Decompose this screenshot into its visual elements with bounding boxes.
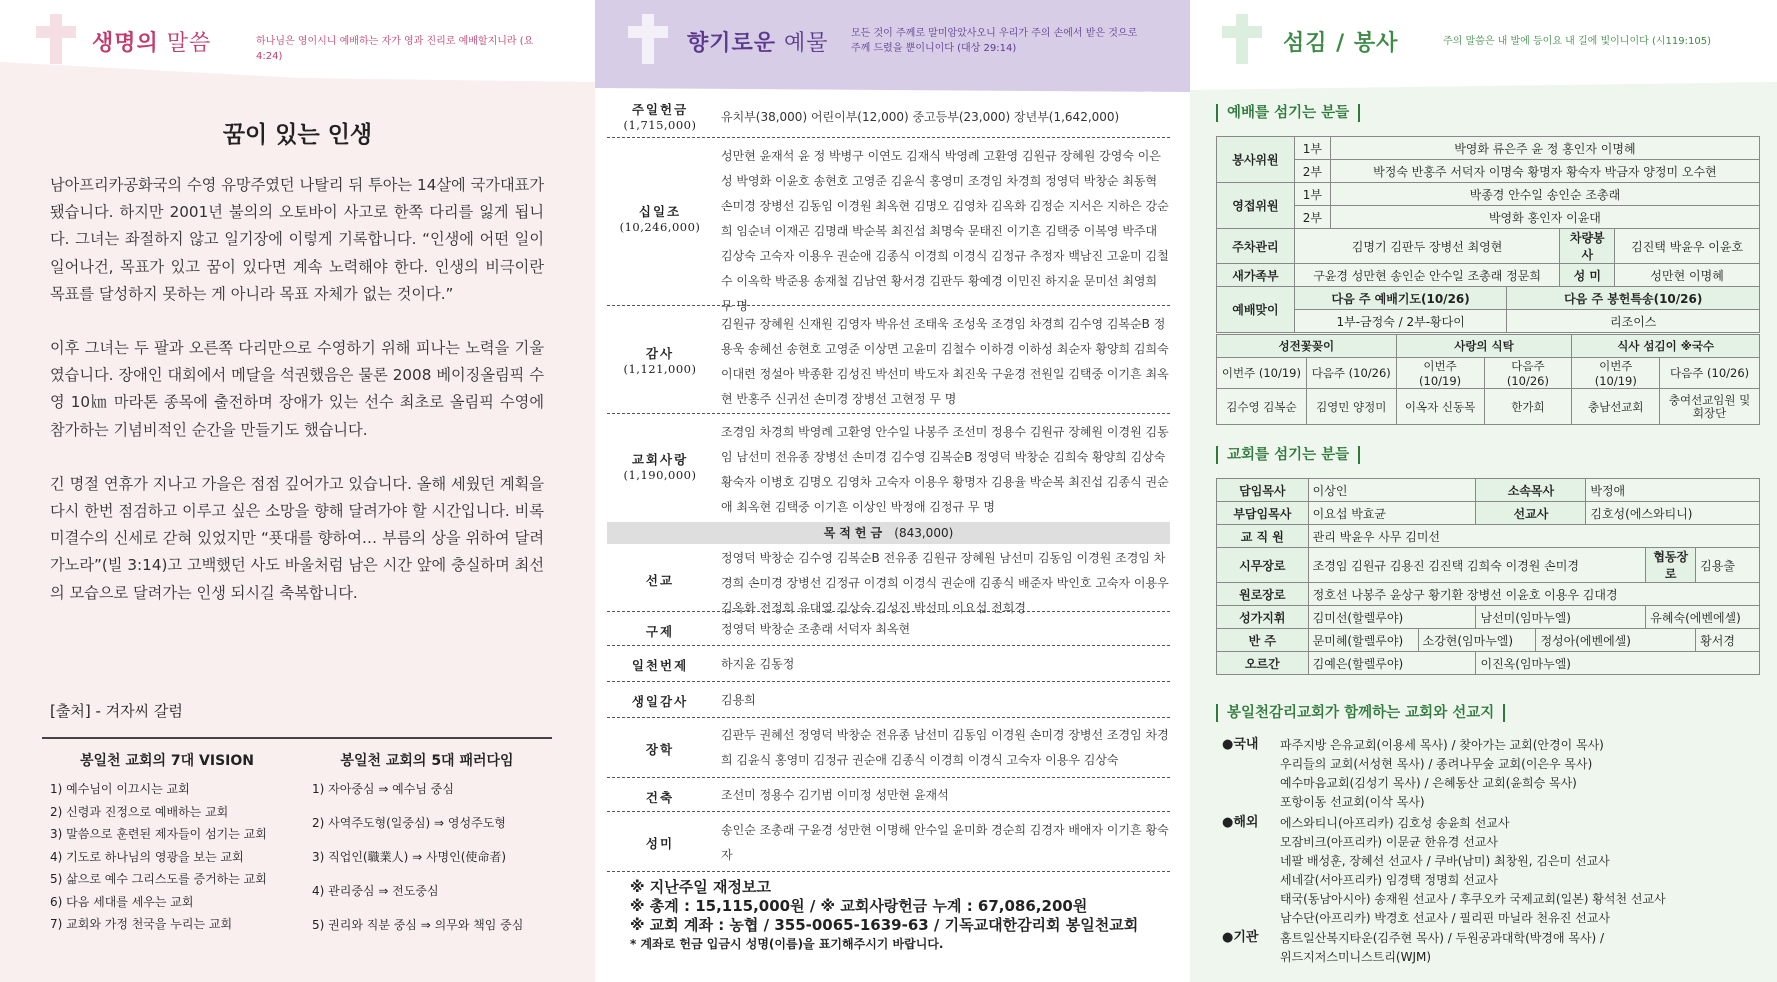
offering-label: 주일헌금 (1,715,000) xyxy=(623,102,697,132)
vision-item: 6) 다음 세대를 세우는 교회 xyxy=(50,894,194,909)
section-title: 생명의 말씀 xyxy=(92,31,212,56)
partner-line: 파주지방 은유교회(이용세 목사) / 찾아가는 교회(안경이 목사) xyxy=(1280,738,1604,752)
cell-header: 영접위원 xyxy=(1217,183,1295,229)
cell: 이옥자 신동목 xyxy=(1396,389,1484,425)
partner-line: 예수마음교회(김성기 목사) / 은혜동산 교회(윤희승 목사) xyxy=(1280,776,1577,790)
right-page xyxy=(1190,0,1777,982)
offering-row xyxy=(607,546,1170,615)
offering-label: 십일조 (10,246,000) xyxy=(619,204,701,234)
weekly-service-table xyxy=(1216,334,1760,425)
church-servers-table xyxy=(1216,478,1760,675)
cell-header: 담임목사 xyxy=(1217,479,1309,502)
essay-paragraph: 남아프리카공화국의 수영 유망주였던 나탈리 뒤 투아는 14살에 국가대표가 됐습니다. 하지만 2001년 불의의 오토바이 사고로 한쪽 다리를 잃게 됩니다. 그녀는 좌절하지 않고 일기장에 이렇게 기록합니다. “인생에 어떤 일이 일어나건, 목표가 있고 꿈이 있다면 계속 노력해야 한다. 인생의 비극이란 목표를 달성하지 못하는 게 아니라 목표 자체가 없는 것이다.” xyxy=(50,176,544,303)
report-note: * 계좌로 헌금 입금시 성명(이름)을 표기해주시기 바랍니다. xyxy=(630,937,944,951)
left-page xyxy=(0,0,595,982)
essay-source: [출처] - 겨자씨 갈럼 xyxy=(50,702,183,720)
offering-row xyxy=(607,308,1170,414)
church-servers-heading: 교회를 섬기는 분들 xyxy=(1216,446,1360,464)
offering-row xyxy=(607,140,1170,313)
partner-line: 세네갈(서아프리카) 임경택 정명희 선교사 xyxy=(1280,873,1498,887)
partner-line: 남수단(아프리카) 박경호 선교사 / 필리핀 마닐라 천유진 선교사 xyxy=(1280,911,1610,925)
partner-line: 네팔 배성훈, 장혜선 선교사 / 쿠바(남미) 최창원, 김은미 선교사 xyxy=(1280,854,1610,868)
purpose-offering-bar: 목적헌금 (843,000) xyxy=(607,522,1170,544)
cell-header: 부담임목사 xyxy=(1217,502,1309,525)
section-verse: 하나님은 영이시니 예배하는 자가 영과 진리로 예배할지니라 (요 4:24) xyxy=(256,36,534,62)
paradigm-title: 봉일천 교회의 5대 패러다임 xyxy=(340,753,514,769)
offering-label: 건축 xyxy=(645,790,675,805)
cell-header: 예배맞이 xyxy=(1217,287,1295,333)
offering-row xyxy=(607,814,1170,872)
cell: 이번주 (10/19) xyxy=(1572,358,1660,389)
vision-list xyxy=(50,780,267,938)
vision-item: 2) 신령과 진정으로 예배하는 교회 xyxy=(50,804,229,819)
vision-title: 봉일천 교회의 7대 VISION xyxy=(80,753,254,769)
partner-line: 홈트일산복지타운(김주현 목사) / 두원공과대학(박경애 목사) / xyxy=(1280,931,1605,945)
cell: 박영화 류은주 윤 정 홍인자 이명혜 xyxy=(1330,137,1759,160)
partners-overseas-label: ●해외 xyxy=(1222,815,1259,830)
cell-header: 성전꽃꽂이 xyxy=(1217,335,1397,358)
offering-row xyxy=(607,720,1170,778)
cell: 정성아(에벤에셀) xyxy=(1536,629,1696,652)
cell: 정호선 나봉주 윤상구 황기환 장병선 이윤호 이용우 김대경 xyxy=(1308,583,1759,606)
cell-header: 성 미 xyxy=(1560,264,1615,287)
report-line: ※ 지난주일 재정보고 xyxy=(630,878,771,896)
essay-paragraph: 이후 그녀는 두 팔과 오른쪽 다리만으로 수영하기 위해 피나는 노력을 기울였습니다. 장애인 대회에서 메달을 석권했음은 물론 2008 베이징올림픽 수영 10㎞ 마라톤 종목에 출전하며 장애가 있는 선수 최초로 올림픽 수영에 참가하는 기념비적인 순간을 만들기도 했습니다. xyxy=(50,339,544,439)
middle-page xyxy=(595,0,1190,982)
partners-heading: 봉일천감리교회가 함께하는 교회와 선교지 xyxy=(1216,704,1505,722)
offering-row xyxy=(607,684,1170,718)
cell: 구윤경 성만현 송인순 안수일 조총래 정문희 xyxy=(1294,264,1559,287)
offering-names: 조경임 차경희 박영례 고환영 안수일 나봉주 조선미 정용수 김원규 장혜원 이경원 김동임 남선미 전유종 장병선 손미경 김수영 김복순B 정영덕 박창순 김희숙 황양희 김상숙 황숙자 이병호 김명오 김영차 고숙자 이용우 황명자 김용율 박순복 최진섭 김종식 권순애 최옥현 김택중 이기흔 이상인 박정애 김정규 무 명 xyxy=(721,425,1169,514)
offering-label: 성미 xyxy=(645,836,675,851)
cell-header: 오르간 xyxy=(1217,652,1309,675)
essay-paragraph: 긴 명절 연휴가 지나고 가을은 점점 깊어가고 있습니다. 올해 세웠던 계획을 다시 한번 점검하고 이루고 싶은 소망을 향해 달려가야 할 시간입니다. 비록 미결수의 신세로 갇혀 있었지만 “푯대를 향하여… 부름의 상을 위하여 달려가노라”(빌 3:14)고 고백했던 사도 바울처럼 남은 시간 앞에 충실하며 최선의 모습으로 달려가는 인생 되시길 축복합니다. xyxy=(50,474,544,602)
cell-header: 주차관리 xyxy=(1217,229,1295,264)
offering-names: 정영덕 박창순 김수영 김복순B 전유종 김원규 장혜원 남선미 김동임 이경원 조경임 차경희 손미경 장병선 김정규 이경희 이경식 권순애 김종식 배준자 박인호 고숙자 이용우 김옥화 전정희 유대열 김상숙 김성진 박선미 이요섭 전희경 xyxy=(721,551,1169,615)
cell: 이번주 (10/19) xyxy=(1396,358,1484,389)
cell: 김진택 박윤우 이윤호 xyxy=(1615,229,1760,264)
cell: 유혜숙(에벤에셀) xyxy=(1646,606,1760,629)
report-line: ※ 총계 : 15,115,000원 / ※ 교회사랑헌금 누계 : 67,086,200원 xyxy=(630,897,1088,915)
cell: 이상인 xyxy=(1308,479,1476,502)
cell: 한가희 xyxy=(1484,389,1572,425)
cross-icon xyxy=(628,14,668,64)
cell: 박종경 안수일 송인순 조총래 xyxy=(1330,183,1759,206)
cell: 남선미(임마누엘) xyxy=(1476,606,1646,629)
cell-header: 협동장로 xyxy=(1646,548,1696,583)
cell: 김영민 양정미 xyxy=(1306,389,1396,425)
offering-names: 조선미 정용수 김기범 이미정 성만현 윤재석 xyxy=(721,788,949,802)
cell: 김호성(에스와티니) xyxy=(1586,502,1760,525)
cell: 2부 xyxy=(1294,160,1330,183)
cell: 김수영 김복순 xyxy=(1217,389,1307,425)
offering-row xyxy=(607,98,1170,138)
cell: 이번주 (10/19) xyxy=(1217,358,1307,389)
offering-row xyxy=(607,648,1170,682)
offering-label: 교회사랑 (1,190,000) xyxy=(623,452,697,482)
offering-names: 정영덕 박창순 조총래 서덕자 최옥현 xyxy=(721,622,911,636)
paradigm-item: 4) 관리중심 ⇒ 전도중심 xyxy=(312,884,439,898)
section-verse: 주의 말씀은 내 발에 등이요 내 길에 빛이니이다 (시119:105) xyxy=(1443,36,1711,47)
cell: 충여선교임원 및 회장단 xyxy=(1660,389,1760,425)
cell-header: 교 직 원 xyxy=(1217,525,1309,548)
cell-header: 시무장로 xyxy=(1217,548,1309,583)
partner-line: 태국(동남아시아) 송재원 선교사 / 후쿠오카 국제교회(일본) 황석천 선교사 xyxy=(1280,892,1666,906)
vision-item: 4) 기도로 하나님의 영광을 보는 교회 xyxy=(50,849,244,864)
cell: 1부-금정숙 / 2부-황다이 xyxy=(1294,310,1507,333)
cell: 김용출 xyxy=(1696,548,1760,583)
finance-report xyxy=(630,878,1138,954)
cell: 김미선(할렐루야) xyxy=(1308,606,1476,629)
cell-header: 반 주 xyxy=(1217,629,1309,652)
cell: 1부 xyxy=(1294,137,1330,160)
cell-header: 원로장로 xyxy=(1217,583,1309,606)
cell: 이진옥(임마누엘) xyxy=(1476,652,1760,675)
cell: 김예은(할렐루야) xyxy=(1308,652,1476,675)
offering-row xyxy=(607,416,1170,524)
cell-header: 봉사위원 xyxy=(1217,137,1295,183)
cell: 리조이스 xyxy=(1507,310,1760,333)
cell: 2부 xyxy=(1294,206,1330,229)
cell: 문미혜(할렐루야) xyxy=(1308,629,1418,652)
cell: 성만현 이명혜 xyxy=(1615,264,1760,287)
offering-names: 하지윤 김동정 xyxy=(721,657,795,671)
cell: 박정애 xyxy=(1586,479,1760,502)
partner-line: 위드지저스미니스트리(WJM) xyxy=(1280,950,1432,964)
cross-icon xyxy=(36,14,76,64)
section-verse: 모든 것이 주께로 말미암았사오니 우리가 주의 손에서 받은 것으로 주께 드렸을 뿐이니이다 (대상 29:14) xyxy=(851,28,1138,54)
offering-names: 송인순 조총래 구윤경 성만현 이명해 안수일 윤미화 경순희 김경자 배애자 이기흔 황숙자 xyxy=(721,823,1169,862)
offering-list xyxy=(607,98,1170,978)
cross-icon xyxy=(1222,14,1262,64)
cell: 김명기 김판두 장병선 최영현 xyxy=(1294,229,1559,264)
partner-line: 포항이동 선교회(이삭 목사) xyxy=(1280,795,1425,809)
offering-names: 김원규 장혜원 신재원 김영자 박유선 조태욱 조성욱 조경임 차경희 김수영 김복순B 정용욱 송혜선 송현호 고영준 이상면 고윤미 김철수 이하경 이하성 최순자 황양희 김희숙 이대련 정설아 박종환 김성진 박선미 박도자 최진욱 구윤경 전원일 김택중 이기흔 최옥현 반홍주 신귀선 손미경 장병선 고현정 무 명 xyxy=(721,317,1169,406)
vision-item: 5) 삶으로 예수 그리스도를 증거하는 교회 xyxy=(50,872,267,886)
cell: 다음주 (10/26) xyxy=(1660,358,1760,389)
offering-label: 구제 xyxy=(645,624,675,639)
report-line: ※ 교회 계좌 : 농협 / 355-0065-1639-63 / 기독교대한감리회 봉일천교회 xyxy=(630,916,1139,934)
paradigm-list xyxy=(312,780,523,950)
cell: 소강현(임마누엘) xyxy=(1418,629,1536,652)
section-title: 섬김 / 봉사 xyxy=(1283,31,1399,56)
cell: 박정숙 반홍주 서덕자 이명숙 황명자 황숙자 박금자 양정미 오수현 xyxy=(1330,160,1759,183)
cell-header: 다음 주 예배기도(10/26) xyxy=(1294,287,1507,310)
cell-header: 다음 주 봉헌특송(10/26) xyxy=(1507,287,1760,310)
cell-header: 새가족부 xyxy=(1217,264,1295,287)
offering-names: 유치부(38,000) 어린이부(12,000) 중고등부(23,000) 장년부(1,642,000) xyxy=(721,110,1120,124)
cell: 박영화 홍인자 이윤대 xyxy=(1330,206,1759,229)
cell: 관리 박윤우 사무 김미선 xyxy=(1308,525,1759,548)
cell: 1부 xyxy=(1294,183,1330,206)
paradigm-item: 5) 권리와 직분 중심 ⇒ 의무와 책임 중심 xyxy=(312,918,524,932)
partners-list xyxy=(1222,736,1762,966)
vision-item: 1) 예수님이 이끄시는 교회 xyxy=(50,782,190,796)
offering-label: 장학 xyxy=(645,742,675,757)
paradigm-item: 2) 사역주도형(일중심) ⇒ 영성주도형 xyxy=(312,816,506,830)
offering-names: 김판두 권혜선 정영덕 박창순 전유종 남선미 김동임 이경원 손미경 장병선 조경임 차경희 김윤식 홍영미 김정규 권순애 김종식 이경희 이경식 고숙자 이용우 김상숙 xyxy=(721,728,1169,767)
vision-item: 7) 교회와 가정 천국을 누리는 교회 xyxy=(50,917,233,931)
cell-header: 선교사 xyxy=(1476,502,1586,525)
cell: 다음주 (10/26) xyxy=(1484,358,1572,389)
cell: 이요섭 박효균 xyxy=(1308,502,1476,525)
offering-row xyxy=(607,780,1170,812)
cell: 조경임 김원규 김용진 김진택 김희숙 이경원 손미경 xyxy=(1308,548,1646,583)
cell: 다음주 (10/26) xyxy=(1306,358,1396,389)
offering-label: 일천번제 xyxy=(631,658,689,673)
vision-item: 3) 말씀으로 훈련된 제자들이 섬기는 교회 xyxy=(50,827,267,841)
worship-servers-heading: 예배를 섬기는 분들 xyxy=(1216,104,1360,122)
offering-label: 감사 (1,121,000) xyxy=(623,346,697,376)
paradigm-item: 3) 직업인(職業人) ⇒ 사명인(使命者) xyxy=(312,850,507,864)
partners-institution-label: ●기관 xyxy=(1222,930,1259,945)
cell-header: 차량봉사 xyxy=(1560,229,1615,264)
offering-names: 성만현 윤재석 윤 정 박병구 이연도 김재식 박영례 고환영 김원규 장혜원 강영숙 이은성 박영화 이윤호 송현호 고영준 김윤식 홍영미 조경임 차경희 정영덕 박창순 최동혁 손미경 장병선 김동임 이경원 최옥현 김명오 김영차 김옥화 김정순 지서은 지하은 강순희 임순녀 이재곤 김명래 박순복 최진섭 최명숙 문태진 이기흔 김택중 이복영 박주대 김상숙 고숙자 이용우 권순애 김종식 이경희 이경식 김정규 추정자 백남진 고윤미 김철수 이옥학 박준용 송재철 김남연 황서경 김판두 황예경 이민진 하지윤 문미선 최영희 무 명 xyxy=(721,149,1169,313)
cell: 황서경 xyxy=(1696,629,1760,652)
cell-header: 식사 섬김이 ※국수 xyxy=(1572,335,1760,358)
cell-header: 성가지휘 xyxy=(1217,606,1309,629)
cell: 충남선교회 xyxy=(1572,389,1660,425)
cell-header: 사랑의 식탁 xyxy=(1396,335,1572,358)
section-title: 향기로운 예물 xyxy=(687,31,829,56)
partner-line: 에스와티니(아프리카) 김호성 송윤희 선교사 xyxy=(1280,816,1510,830)
worship-servers-table xyxy=(1216,136,1760,333)
offering-label: 선교 xyxy=(645,573,675,588)
partner-line: 우리들의 교회(서성현 목사) / 종려나무숲 교회(이은우 목사) xyxy=(1280,757,1593,771)
offering-names: 김용희 xyxy=(721,693,756,707)
partners-domestic-label: ●국내 xyxy=(1222,737,1259,752)
essay-title: 꿈이 있는 인생 xyxy=(222,122,373,148)
cell-header: 소속목사 xyxy=(1476,479,1586,502)
paradigm-item: 1) 자아중심 ⇒ 예수님 중심 xyxy=(312,782,454,796)
offering-label: 생일감사 xyxy=(631,694,689,709)
partner-line: 모잠비크(아프리카) 이문균 한유경 선교사 xyxy=(1280,835,1498,849)
offering-row xyxy=(607,614,1170,646)
divider xyxy=(42,737,552,739)
essay-body xyxy=(50,172,544,634)
